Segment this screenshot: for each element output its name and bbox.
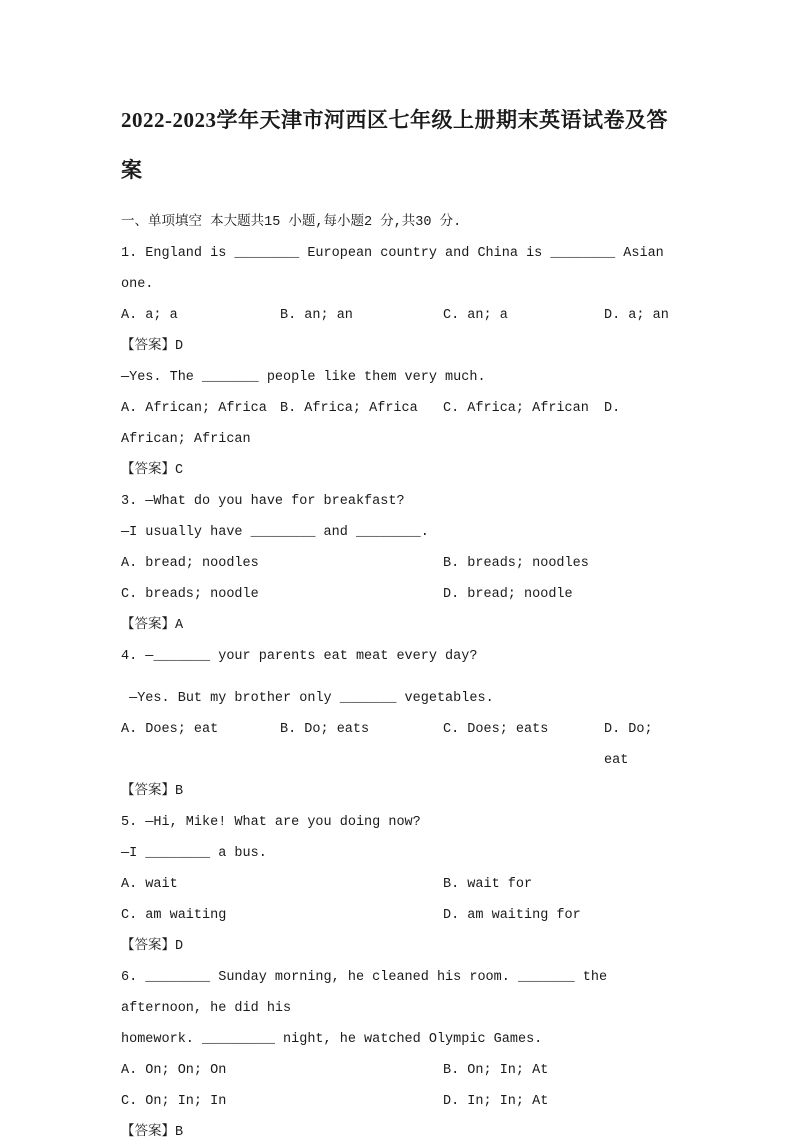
q5-options-row2 [121,900,678,931]
q3-stem: 3. —What do you have for breakfast? [121,494,405,509]
q6-line2: homework. _________ night, he watched Olympic Games. [121,1032,543,1047]
document-title: 2022-2023学年天津市河西区七年级上册期末英语试卷及答案 [121,108,668,182]
q6-option-c: C. On; In; In [121,1094,227,1109]
q4-option-c: C. Does; eats [443,722,549,737]
q5-option-d: D. am waiting for [443,908,581,923]
q2-answer: 【答案】C [121,463,184,478]
q3-option-c: C. breads; noodle [121,587,259,602]
q6-answer: 【答案】B [121,1125,184,1140]
q4-answer: 【答案】B [121,784,184,799]
q6-option-d: D. In; In; At [443,1094,549,1109]
q5-option-c: C. am waiting [121,908,227,923]
q6-option-a: A. On; On; On [121,1063,227,1078]
q1-options [121,300,678,331]
q2-option-b: B. Africa; Africa [280,401,418,416]
q4-option-d: D. Do; eat [604,722,661,768]
section-header: 一、单项填空 本大题共15 小题,每小题2 分,共30 分. [121,215,462,230]
q1-option-d: D. a; an [604,308,669,323]
q2-options [121,393,678,424]
q4-options [121,714,678,776]
q3-option-a: A. bread; noodles [121,556,259,571]
q3-options-row1 [121,548,678,579]
q1-answer: 【答案】D [121,339,184,354]
q6-stem: 6. ________ Sunday morning, he cleaned his room. _______ the afternoon, he did his [121,970,616,1016]
q1-option-b: B. an; an [280,308,353,323]
q5-stem: 5. —Hi, Mike! What are you doing now? [121,815,421,830]
q5-line2: —I ________ a bus. [121,846,267,861]
q2-option-d: D. [604,401,621,416]
q4-option-b: B. Do; eats [280,722,370,737]
q4-option-a: A. Does; eat [121,722,219,737]
q1-option-c: C. an; a [443,308,508,323]
q4-line2: —Yes. But my brother only _______ vegetables. [121,691,494,706]
q3-option-b: B. breads; noodles [443,556,589,571]
q1-stem: 1. England is ________ European country and China is ________ Asian one. [121,246,672,292]
q4-stem: 4. —_______ your parents eat meat every day? [121,649,478,664]
q5-answer: 【答案】D [121,939,184,954]
q3-answer: 【答案】A [121,618,184,633]
q5-options-row1 [121,869,678,900]
q5-option-b: B. wait for [443,877,533,892]
q2-option-a: A. African; Africa [121,401,267,416]
q6-options-row1 [121,1055,678,1086]
q3-line2: —I usually have ________ and ________. [121,525,429,540]
q6-options-row2 [121,1086,678,1117]
q2-option-c: C. Africa; African [443,401,589,416]
q1-option-a: A. a; a [121,308,178,323]
q2-line1: —Yes. The _______ people like them very much. [121,370,486,385]
q3-options-row2 [121,579,678,610]
q2-option-d-overflow: African; African [121,432,251,447]
q5-option-a: A. wait [121,877,178,892]
q6-option-b: B. On; In; At [443,1063,549,1078]
q3-option-d: D. bread; noodle [443,587,573,602]
